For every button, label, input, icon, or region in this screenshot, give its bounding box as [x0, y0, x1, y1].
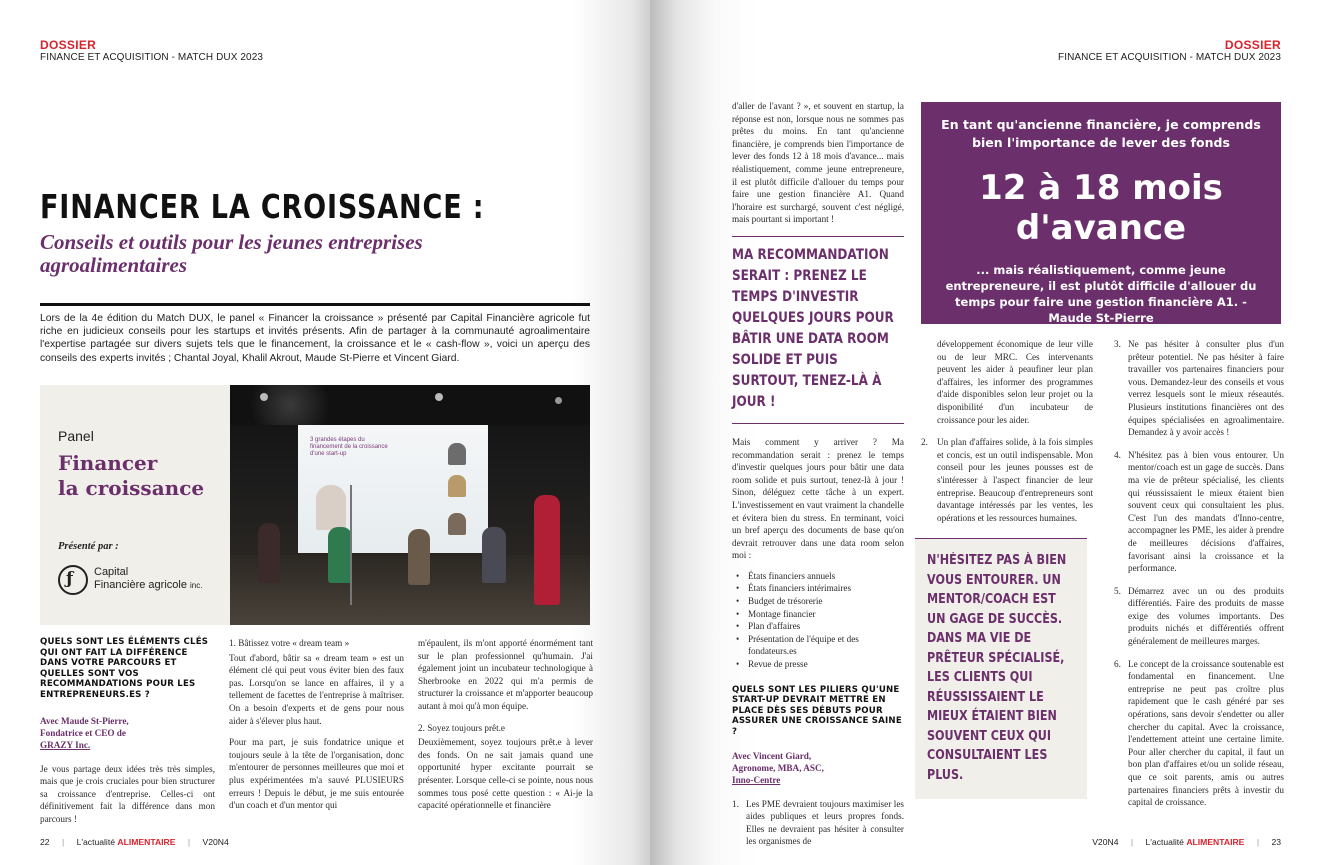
panelist: [408, 529, 430, 585]
speaker-thumb: [448, 475, 466, 497]
item-number: 5.: [1114, 585, 1121, 596]
quote-author: - Maude St-Pierre: [1048, 295, 1247, 325]
author2-company-link[interactable]: Inno-Centre: [732, 774, 781, 785]
colC-item-3: [1114, 338, 1284, 439]
author-line1: Avec Maude St-Pierre,: [40, 715, 129, 726]
article-title: FINANCER LA CROISSANCE :: [40, 187, 485, 226]
list-item: • Revue de presse: [736, 658, 904, 671]
screen-heading: 3 grandes étapes du financement de la croissance d'une start-up: [310, 437, 388, 457]
author-maude: [40, 715, 215, 751]
speaker-thumb: [316, 485, 346, 530]
pull-quote-1-text: MA RECOMMANDATION SERAIT : PRENEZ LE TEMPS D'INVESTIR QUELQUES JOURS POUR BÂTIR UNE DATA ROOM SOLIDE ET PUIS SURTOUT, TENEZ-LÀ À JOUR !: [732, 246, 894, 410]
left-page: [0, 0, 650, 865]
section-label: DOSSIER: [40, 38, 97, 52]
presented-by: Présenté par :: [58, 541, 119, 552]
pull-quote-2-text: N'HÉSITEZ PAS À BIEN VOUS ENTOURER. UN MENTOR/COACH EST UN GAGE DE SUCCÈS. DANS MA VIE DE PRÊTEUR SPÉCIALISÉ, LES CLIENTS QUI RÉUSSISSAIENT LE MIEUX ÉTAIENT BIEN SOUVENT CEUX QUI CONSULTAIENT LES PLUS.: [927, 553, 1067, 783]
divider: [40, 303, 590, 306]
issue-number: V20N4: [202, 837, 229, 847]
page-number: 22: [40, 837, 50, 847]
quote-top-text: En tant qu'ancienne financière, je comprends bien l'importance de lever des fonds: [941, 117, 1261, 150]
right-column-c: [1114, 338, 1284, 809]
magazine-prefix: L'actualité: [76, 837, 116, 847]
item-text: N'hésitez pas à bien vous entourer. Un mentor/coach est un gage de succès. Dans ma vie de prêteur spécialisé, les clients qui réussissaient le mieux étaient bien souvent ceux qui consultaient les plus. C'est l'un des mandats d'Inno-centre, accompagner les PME, les aider à prendre de meilleures décisions d'affaires, favorisant ainsi la croissance et la performance.: [1128, 449, 1284, 574]
list-item: • Plan d'affaires: [736, 620, 904, 633]
left-column-1: [40, 637, 215, 826]
colA-paragraph-2: Mais comment y arriver ? Ma recommandation serait : prenez le temps d'investir quelques jours pour bâtir une data room solide et puis surtout, tenez-là à jour ! Sinon, déléguez cette tâche à un expert. L'investissement en vaut vraiment la chandelle et évitera bien du stress. En terminant, voici un bref aperçu des documents de base qu'on devrait retrouver dans une data room selon moi :: [732, 436, 904, 561]
panel-title: [58, 451, 204, 501]
quote-bottom-text: [935, 262, 1267, 326]
left-column-2: [229, 637, 404, 821]
ceiling: [230, 385, 590, 425]
author-vincent: [732, 750, 904, 786]
footer-left: 22 | L'actualité ALIMENTAIRE | V20N4: [40, 837, 229, 847]
capital-logo-icon: ƒ: [58, 565, 88, 595]
right-column-b: [921, 338, 1093, 799]
panelist: [328, 527, 352, 583]
sponsor-suffix: inc.: [190, 581, 203, 590]
colA-item-1: [732, 798, 904, 848]
ceiling-light: [555, 397, 562, 404]
left-column-3: [418, 637, 593, 821]
author-company-link[interactable]: GRAZY Inc.: [40, 739, 91, 750]
page-number: 23: [1271, 837, 1281, 847]
subsection-label-right: FINANCE ET ACQUISITION - MATCH DUX 2023: [1057, 52, 1281, 63]
colA-paragraph-1: d'aller de l'avant ? », et souvent en startup, la réponse est non, lorsque nous ne sommes pas prêtes du moins. En tant qu'ancienne financière, je comprends bien l'importance de lever des fonds 12 à 18 mois d'avance... mais réalistiquement, comme jeune entrepreneure, il est plutôt difficile d'allouer du temps pour faire une gestion financière A1. Quand l'horaire est surchargé, souvent c'est négligé, mais pourtant si important !: [732, 101, 904, 225]
item-number: 6.: [1114, 658, 1121, 669]
panel-card: [40, 385, 230, 625]
right-column-a: [732, 100, 904, 848]
colC-item-4: [1114, 449, 1284, 575]
colB-item1-continued: développement économique de leur ville ou de leur MRC. Ces intervenants peuvent les aider à peaufiner leur plan d'affaires, les informer des programmes d'aide disponibles selon leur projet ou la disponibilité d'un incubateur de croissance pour les aider.: [937, 339, 1093, 425]
panel-label: Panel: [58, 428, 94, 444]
col2-paragraph-2: Pour ma part, je suis fondatrice unique et toujours seule à la tête de l'organisation, donc m'entourer de personnes meilleures que moi et plus expérimentées m'a sauvé PLUSIEURS erreurs ! Depuis le début, je me suis entourée d'un coach et d'un mentor qui: [229, 737, 404, 811]
col1-paragraph: Je vous partage deux idées très très simples, mais que je crois cruciales pour bien structurer sa croissance d'entreprise. Celles-ci ont définitivement fait la différence dans mon parcours !: [40, 763, 215, 824]
question-2: QUELS SONT LES PILIERS QU'UNE START-UP DEVRAIT METTRE EN PLACE DÈS SES DÉBUTS POUR ASSURER UNE CROISSANCE SAINE ?: [732, 684, 902, 737]
footer-right: V20N4 | L'actualité ALIMENTAIRE | 23: [1092, 837, 1281, 847]
section-label-right: DOSSIER: [1224, 38, 1281, 52]
col3-paragraph-1: m'épaulent, ils m'ont apporté énormément tant sur le plan professionnel qu'humain. J'ai également joint un incubateur technologique à Sherbrooke en 2022 qui m'a permis de structurer la croissance et m'apporter beaucoup autant à moi qu'à mon équipe.: [418, 638, 593, 711]
colC-item-5: [1114, 585, 1284, 648]
quote-bottom: ... mais réalistiquement, comme jeune entrepreneure, il est plutôt difficile d'allouer du temps pour faire une gestion financière A1.: [945, 263, 1257, 309]
moderator: [534, 495, 560, 605]
right-page: [650, 0, 1321, 865]
pull-quote-1: [732, 236, 904, 424]
list-item: • Montage financier: [736, 608, 904, 621]
col3-paragraph-2: Deuxièmement, soyez toujours prêt.e à lever des fonds. On ne sait jamais quand une opportunité hyper excitante pourrait se présenter. Lorsque celle-ci se pointe, nous nous sommes tous posé cette question : « Ai-je la capacité opérationnelle et financière: [418, 737, 593, 811]
highlight-quote-box: [921, 102, 1281, 324]
sponsor-line2: Financière agricole: [94, 579, 187, 591]
article-subtitle: Conseils et outils pour les jeunes entreprises agroalimentaires: [40, 230, 423, 277]
speaker-thumb: [448, 513, 466, 535]
list-item: • Présentation de l'équipe et des fondateurs.es: [736, 633, 904, 658]
item-number: 2.: [921, 437, 928, 448]
item-text: Les PME devraient toujours maximiser les aides publiques et leurs propres fonds. Elles ne devraient pas hésiter à consulter les organismes de: [746, 798, 904, 847]
magazine-prefix: L'actualité: [1145, 837, 1184, 847]
colB-item-2: [921, 436, 1093, 524]
quote-big-text: [921, 168, 1281, 248]
list-item: • États financiers annuels: [736, 570, 904, 583]
article-intro: Lors de la 4e édition du Match DUX, le panel « Financer la croissance » présenté par Capital Financière agricole fut riche en judicieux conseils pour les startups et invités présents. Afin de partager à la communauté agroalimentaire l'expertise partagée sur divers sujets tels que le financement, la croissance et le « cash-flow », voici un aperçu des conseils des experts invités ; Chantal Joyal, Khalil Akrout, Maude St-Pierre et Vincent Giard.: [40, 313, 590, 364]
camera-tripod: [350, 485, 352, 605]
list-item: • États financiers intérimaires: [736, 582, 904, 595]
quote-big-line1: 12 à 18 mois: [979, 168, 1223, 208]
speaker-thumb: [448, 443, 466, 465]
heading-dream-team: 1. Bâtissez votre « dream team »: [229, 638, 350, 648]
item-text: Ne pas hésiter à consulter plus d'un prêteur potentiel. Ne pas hésiter à faire travailler vos partenaires financiers pour vous. Demandez-leur des conseils et vous verrez lesquels sont le mieux réseautés. Plusieurs institutions financières ont des équipes spécialisées en agroalimentaire. Demandez à y avoir accès !: [1128, 339, 1284, 438]
quote-big-line2: d'avance: [1015, 208, 1187, 248]
list-item: • Budget de trésorerie: [736, 595, 904, 608]
panel-title-line1: Financer: [58, 451, 158, 475]
item-number: 3.: [1114, 339, 1121, 349]
item-text: Le concept de la croissance soutenable est fondamental en financement. Une entreprise ne peut pas croître plus rapidement que le cash généré par ses opérations, sans devoir s'endetter ou aller chercher du capital. Avec la croissance, l'endettement atteint une certaine limite. Pour aller chercher du capital, il faut un bon plan d'affaires et/ou un solide réseau, que ce soit parents, amis ou autres partenaires financiers prêts à investir du capital de croissance.: [1128, 658, 1284, 808]
author2-line2: Agronome, MBA, ASC,: [732, 762, 824, 773]
author2-line1: Avec Vincent Giard,: [732, 750, 812, 761]
item-number: 1.: [732, 798, 739, 809]
author-line2: Fondatrice et CEO de: [40, 727, 126, 738]
ceiling-light: [260, 393, 268, 401]
colC-item-6: [1114, 658, 1284, 809]
issue-number: V20N4: [1092, 837, 1119, 847]
col2-paragraph-1: Tout d'abord, bâtir sa « dream team » est un élément clé qui peut vous éviter bien des faux pas. Lorsqu'on se lance en affaires, il y a tellement de facettes de l'entreprise à maîtriser. On a besoin d'experts et de gens pour nous aider à s'élever plus haut.: [229, 652, 404, 726]
question-1: QUELS SONT LES ÉLÉMENTS CLÉS QUI ONT FAIT LA DIFFÉRENCE DANS VOTRE PARCOURS ET QUELLES SONT VOS RECOMMANDATIONS POUR LES ENTREPRENEURS.ES ?: [40, 637, 209, 700]
magazine-name: ALIMENTAIRE: [1186, 837, 1245, 847]
subsection-label: FINANCE ET ACQUISITION - MATCH DUX 2023: [40, 52, 264, 63]
panelist: [258, 523, 280, 583]
panelist: [482, 527, 506, 583]
sponsor-line1: Capital: [94, 566, 129, 578]
panel-title-line2: la croissance: [58, 476, 205, 500]
event-photo: [230, 385, 590, 625]
item-number: 4.: [1114, 449, 1121, 460]
pull-quote-2: [915, 538, 1087, 799]
sponsor-name: [94, 566, 202, 592]
item-text: Un plan d'affaires solide, à la fois simples et concis, est un outil indispensable. Mon conseil pour les jeunes pousses est de s'intéresser à l'aspect financier de leur entreprise. Beaucoup d'entrepreneurs sont davantage intéressés par les ventes, les opérations et les ressources humaines.: [937, 437, 1093, 523]
item-text: Démarrez avec un ou des produits différentiés. Faire des produits de masse exige des volumes importants. Des produits nichés et différentiés offrent généralement de meilleures marges.: [1128, 585, 1284, 647]
projection-screen: [298, 425, 488, 553]
ceiling-light: [435, 393, 443, 401]
document-list: [732, 570, 904, 671]
heading-be-ready: 2. Soyez toujours prêt.e: [418, 722, 506, 733]
magazine-name: ALIMENTAIRE: [117, 837, 176, 847]
